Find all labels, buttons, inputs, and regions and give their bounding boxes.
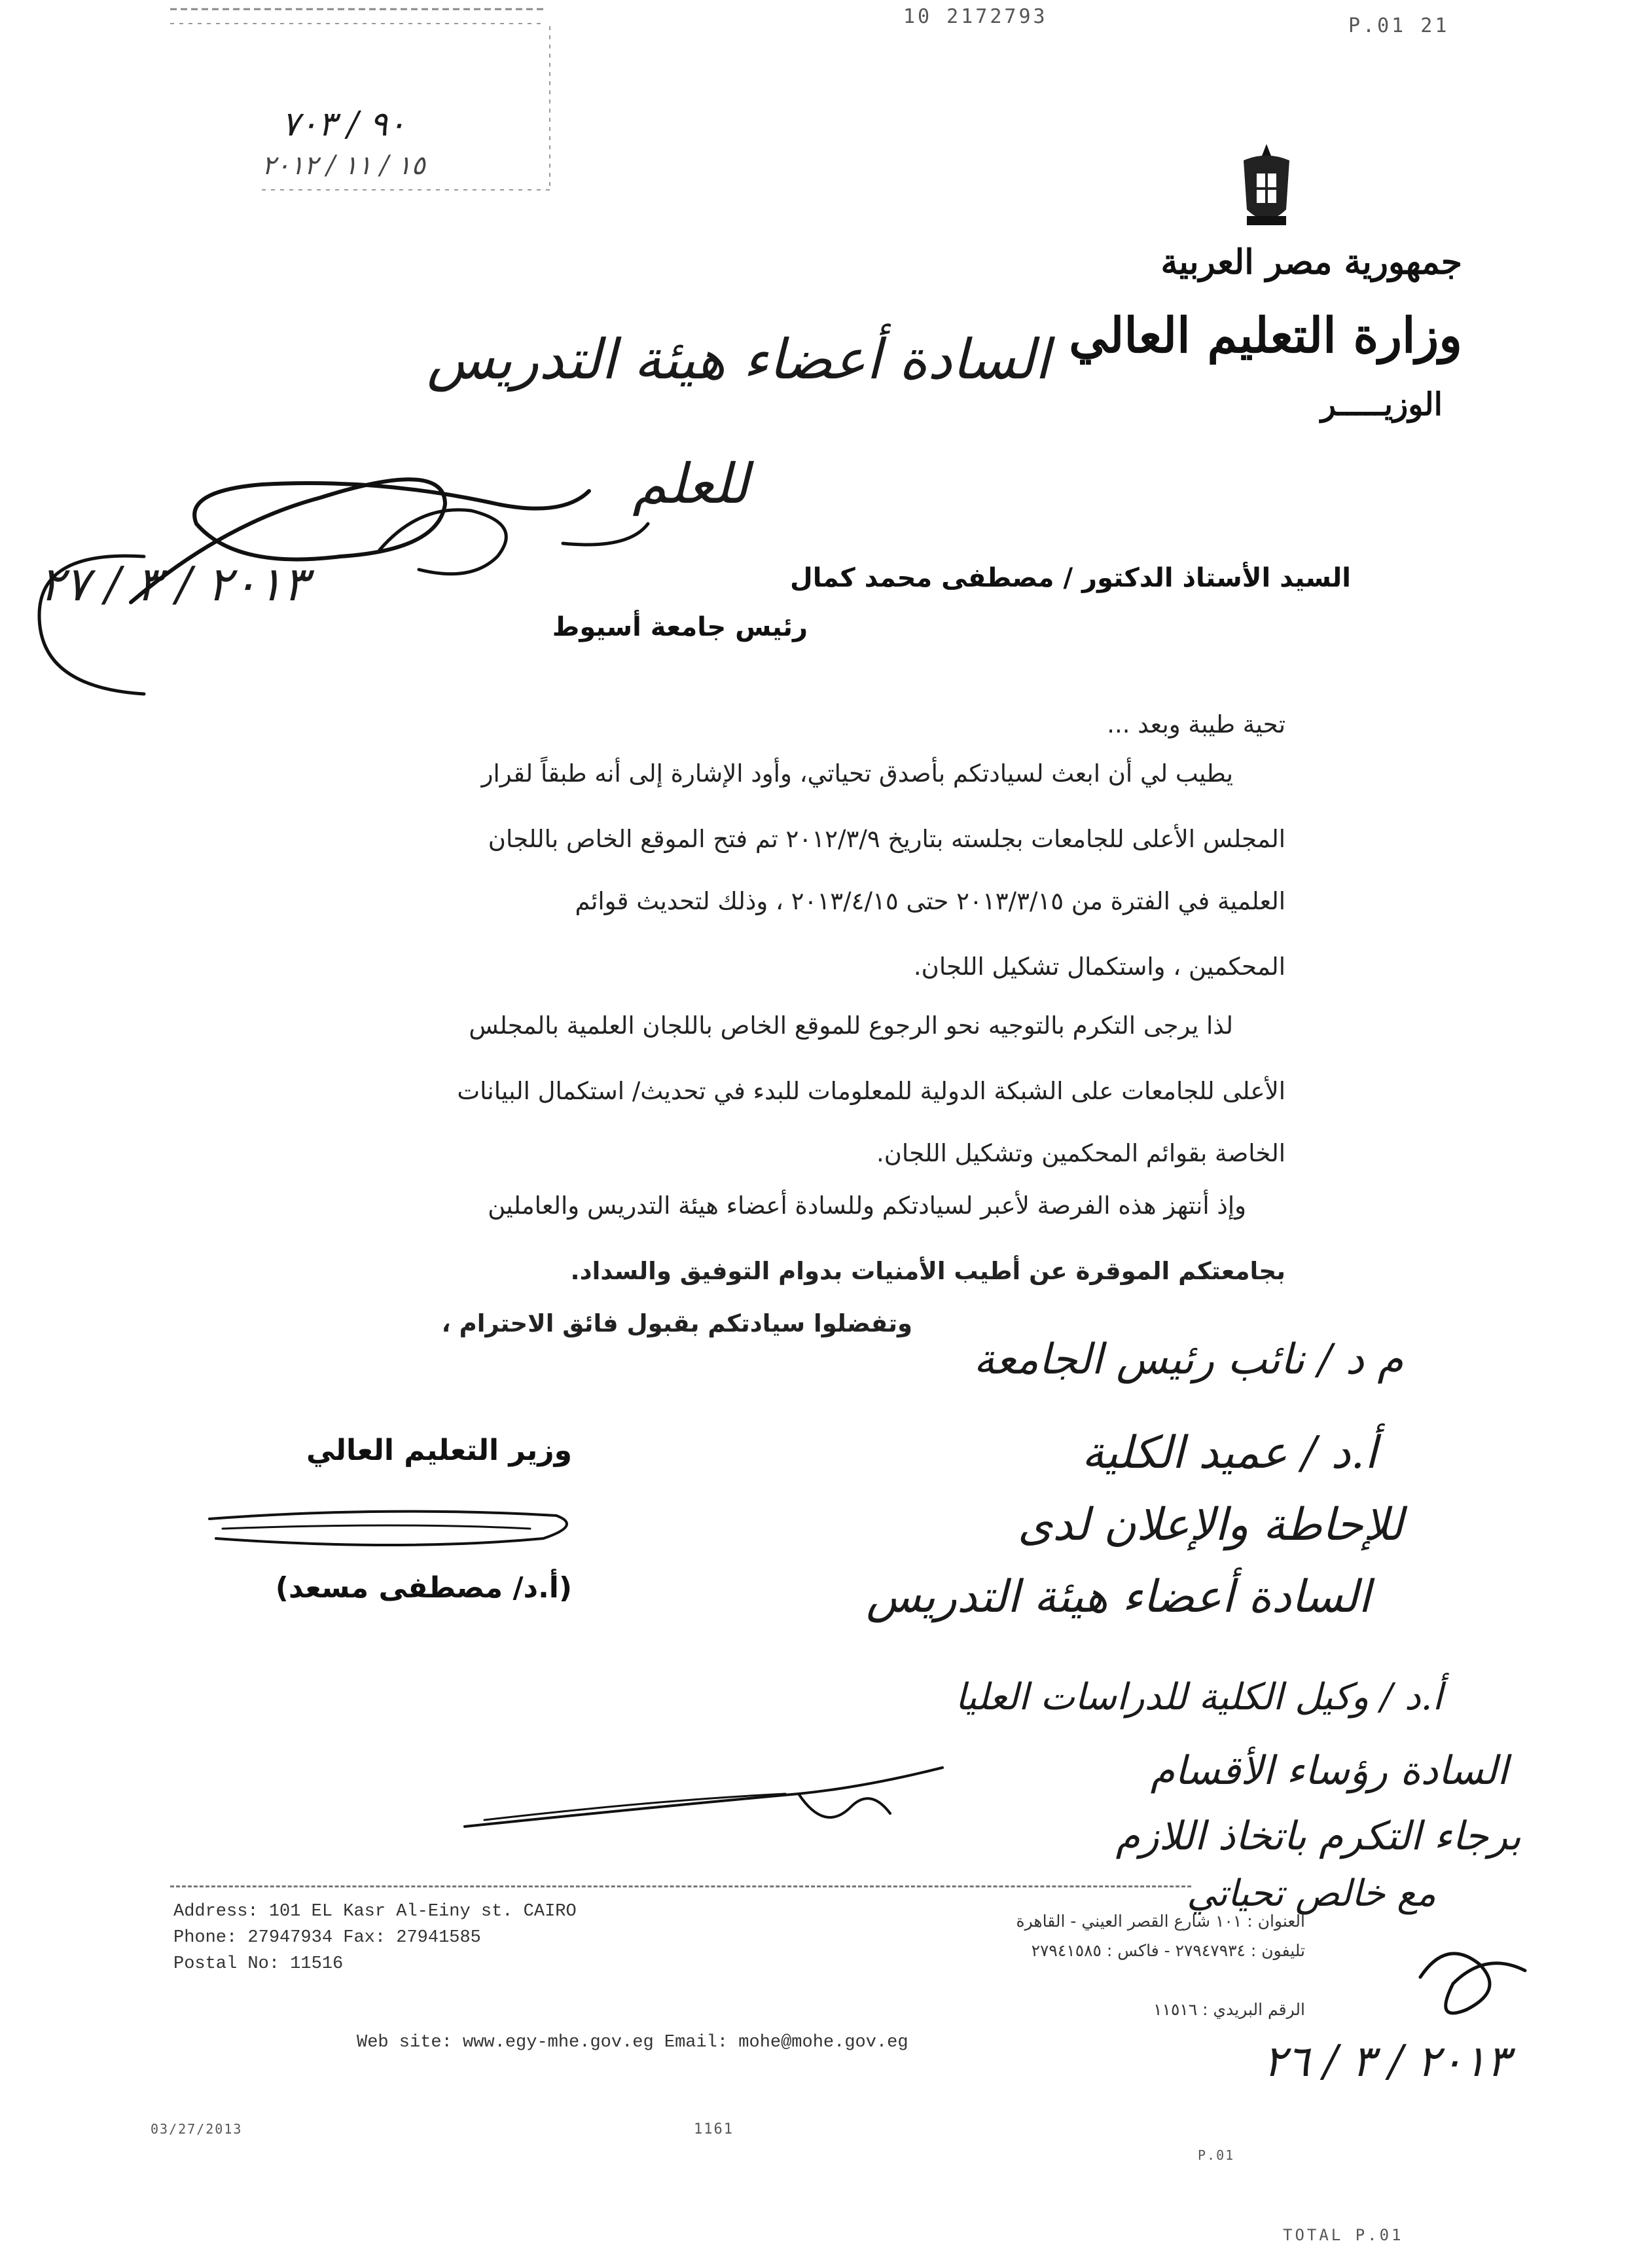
footer-divider [170, 1885, 1191, 1887]
paragraph-2-line-1: لذا يرجى التكرم بالتوجيه نحو الرجوع للموقع الخاص باللجان العلمية بالمجلس [469, 1011, 1233, 1040]
eagle-emblem-icon [1230, 137, 1302, 236]
footer-postal-en: Postal No: 11516 [173, 1954, 344, 1974]
paragraph-1-line-2: المجلس الأعلى للجامعات بجلسته بتاريخ ٢٠١٢/٣/٩ تم فتح الموقع الخاص باللجان [488, 825, 1285, 853]
fax-footer-id: 1161 [694, 2121, 734, 2138]
paragraph-1-line-1: يطيب لي أن ابعث لسيادتكم بأصدق تحياتي، وأود الإشارة إلى أنه طبقاً لقرار [481, 759, 1233, 788]
greeting: تحية طيبة وبعد ... [1107, 710, 1285, 738]
handwritten-ref-number: ٢٠١٣ / ٣ / ٢٧ [39, 556, 308, 611]
fax-total-pages: TOTAL P.01 [1283, 2226, 1404, 2244]
paragraph-3-line-1: وإذ أنتهز هذه الفرصة لأعبر لسيادتكم وللسادة أعضاء هيئة التدريس والعاملين [488, 1192, 1246, 1220]
country-name: جمهورية مصر العربية [1160, 242, 1462, 282]
handwritten-referral-line-3: للإحاطة والإعلان لدى [1017, 1499, 1403, 1551]
addressee-name: السيد الأستاذ الدكتور / مصطفى محمد كمال [790, 563, 1351, 593]
paragraph-2-line-2: الأعلى للجامعات على الشبكة الدولية للمعلومات للبدء في تحديث/ استكمال البيانات [457, 1077, 1285, 1105]
footer-address-en: Address: 101 EL Kasr Al-Einy st. CAIRO [173, 1902, 577, 1921]
handwritten-note-recipients: السادة أعضاء هيئة التدريس [427, 327, 1050, 391]
paragraph-1-line-3: العلمية في الفترة من ٢٠١٣/٣/١٥ حتى ٢٠١٣/٤/١٥ ، وذلك لتحديث قوائم [575, 887, 1285, 915]
handwritten-referral-date: ٢٠١٣ / ٣ / ٢٦ [1263, 2036, 1510, 2086]
addressee-title: رئيس جامعة أسيوط [552, 612, 808, 642]
paragraph-1-line-4: المحكمين ، واستكمال تشكيل اللجان. [913, 953, 1285, 981]
stamp-number: ٩٠ / ٧٠٣ [281, 105, 406, 144]
signatory-title: وزير التعليم العالي [306, 1434, 572, 1467]
handwritten-ref-circle [13, 530, 262, 714]
fax-footer-date: 03/27/2013 [151, 2121, 243, 2137]
ministry-name: وزارة التعليم العالي [1069, 308, 1462, 364]
footer-address-ar: العنوان : ١٠١ شارع القصر العيني - القاهرة [1016, 1912, 1305, 1931]
handwritten-referral-line-2: أ.د / عميد الكلية [1081, 1427, 1377, 1479]
footer-postal-ar: الرقم البريدي : ١١٥١٦ [1153, 2000, 1305, 2019]
minister-signature-scribble [203, 1499, 583, 1558]
handwritten-referral-line-6: السادة رؤساء الأقسام [1150, 1748, 1508, 1794]
handwritten-referral-line-1: م د / نائب رئيس الجامعة [973, 1336, 1403, 1384]
handwritten-referral-line-4: السادة أعضاء هيئة التدريس [866, 1571, 1371, 1623]
handwritten-referral-line-5: أ.د / وكيل الكلية للدراسات العليا [955, 1676, 1443, 1719]
secretary-signature-scribble [458, 1755, 969, 1846]
fax-page: P.01 21 [1348, 14, 1450, 37]
paragraph-3-line-2: بجامعتكم الموقرة عن أطيب الأمنيات بدوام التوفيق والسداد. [570, 1257, 1285, 1285]
closing-line: وتفضلوا سيادتكم بقبول فائق الاحترام ، [441, 1309, 912, 1337]
handwritten-referral-line-8: مع خالص تحياتي [1187, 1872, 1436, 1915]
fax-number: 10 2172793 [903, 5, 1048, 28]
footer-phone-ar: تليفون : ٢٧٩٤٧٩٣٤ - فاكس : ٢٧٩٤١٥٨٥ [1031, 1941, 1305, 1960]
handwritten-referral-line-7: برجاء التكرم باتخاذ اللازم [1115, 1813, 1521, 1859]
paragraph-2-line-3: الخاصة بقوائم المحكمين وتشكيل اللجان. [876, 1139, 1285, 1167]
signatory-name: (أ.د/ مصطفى مسعد) [275, 1571, 572, 1605]
received-stamp [157, 0, 556, 196]
footer-web-email: Web site: www.egy-mhe.gov.eg Email: mohe@mohe.gov.eg [357, 2033, 908, 2052]
footer-phone-en: Phone: 27947934 Fax: 27941585 [173, 1928, 481, 1948]
stamp-date: ١٥ / ١١ / ٢٠١٢ [262, 151, 425, 181]
fax-footer-page: P.01 [1198, 2147, 1235, 2163]
minister-office: الوزيـــــر [1320, 386, 1443, 423]
handwritten-note-info: للعلم [632, 452, 749, 516]
dean-signature-scribble [1407, 1925, 1538, 2036]
